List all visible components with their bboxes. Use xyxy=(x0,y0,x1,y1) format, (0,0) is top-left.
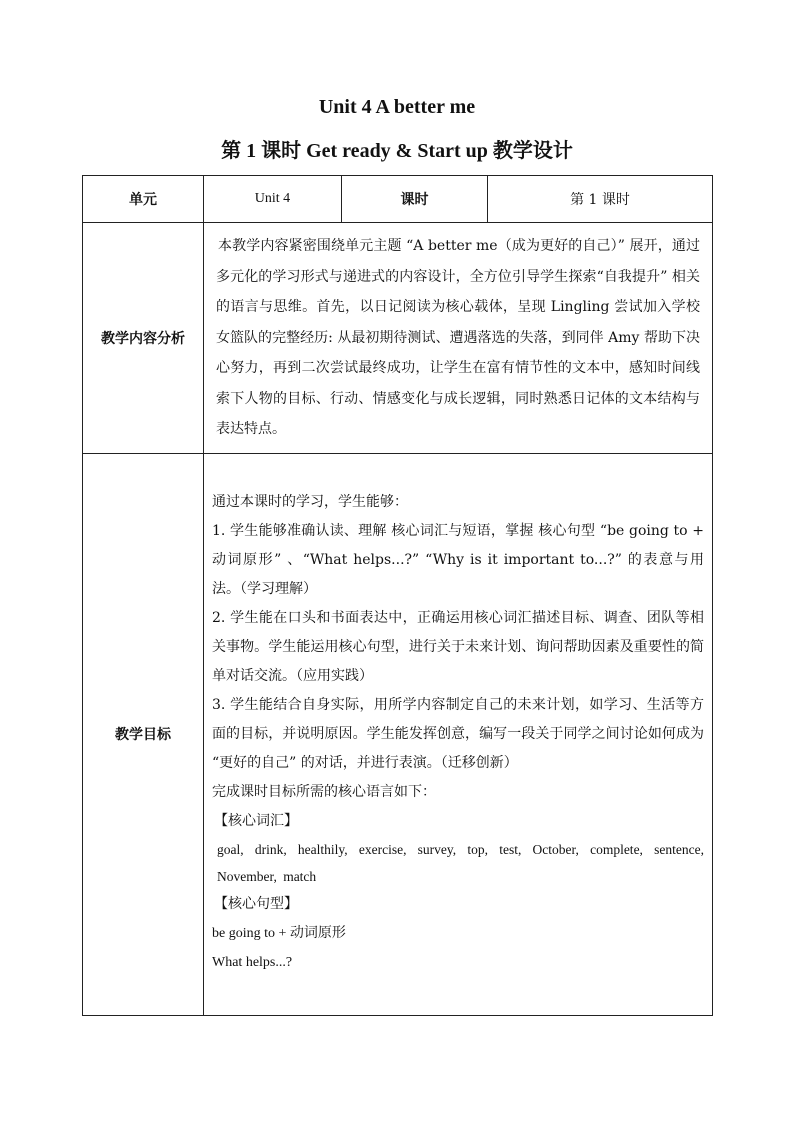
unit-label: 单元 xyxy=(83,176,204,223)
goal-item-1: 1. 学生能够准确认读、理解 核心词汇与短语，掌握 核心句型 “be going to + 动词原形” 、“What helps...?” “Why is it important to...?” 的表意与用法。（学习理解） xyxy=(212,522,704,597)
analysis-row xyxy=(83,223,713,454)
goals-label: 教学目标 xyxy=(83,453,204,1015)
vocab-heading: 【核心词汇】 xyxy=(214,812,298,829)
core-language-intro: 完成课时目标所需的核心语言如下： xyxy=(212,783,436,800)
goal-item-2: 2. 学生能在口头和书面表达中，正确运用核心词汇描述目标、调查、团队等相关事物。学生能运用核心句型，进行关于未来计划、询问帮助因素及重要性的简单对话交流。（应用实践） xyxy=(212,609,704,684)
sentence-heading: 【核心句型】 xyxy=(214,895,298,912)
analysis-text: 本教学内容紧密围绕单元主题 “A better me（成为更好的自己）” 展开，通过多元化的学习形式与递进式的内容设计，全方位引导学生探索“自我提升” 相关的语言与思维。首先，以日记阅读为核心载体，呈现 Lingling 尝试加入学校女篮队的完整经历: 从最初期待测试、遭遇落选的失落，到同伴 Amy 帮助下决心努力，再到二次尝试最终成功，让学生在富有情节性的文本中，感知时间线索下人物的目标、行动、情感变化与成长逻辑，同时熟悉日记体的文本结构与表达特点。 xyxy=(204,223,713,454)
lesson-label: 课时 xyxy=(342,176,488,223)
document-subtitle: 第 1 课时 Get ready & Start up 教学设计 xyxy=(221,140,573,162)
goal-item-3: 3. 学生能结合自身实际，用所学内容制定自己的未来计划，如学习、生活等方面的目标，并说明原因。学生能发挥创意，编写一段关于同学之间讨论如何成为 “更好的自己” 的对话，并进行表演。（迁移创新） xyxy=(212,696,704,771)
analysis-label: 教学内容分析 xyxy=(83,223,204,454)
lesson-plan-table xyxy=(82,175,713,1016)
goals-intro: 通过本课时的学习，学生能够： xyxy=(212,493,408,510)
unit-value: Unit 4 xyxy=(204,176,342,223)
sentence-pattern-1: be going to + 动词原形 xyxy=(212,925,346,941)
header-row xyxy=(83,176,713,223)
goals-content xyxy=(204,453,713,1015)
goals-row xyxy=(83,453,713,1015)
document-title: Unit 4 A better me xyxy=(318,96,476,118)
vocab-list: goal, drink, healthily, exercise, survey, top, test, October, complete, sentence, November, match xyxy=(217,841,704,884)
sentence-pattern-2: What helps...? xyxy=(212,954,293,970)
lesson-value: 第 1 课时 xyxy=(488,176,713,223)
